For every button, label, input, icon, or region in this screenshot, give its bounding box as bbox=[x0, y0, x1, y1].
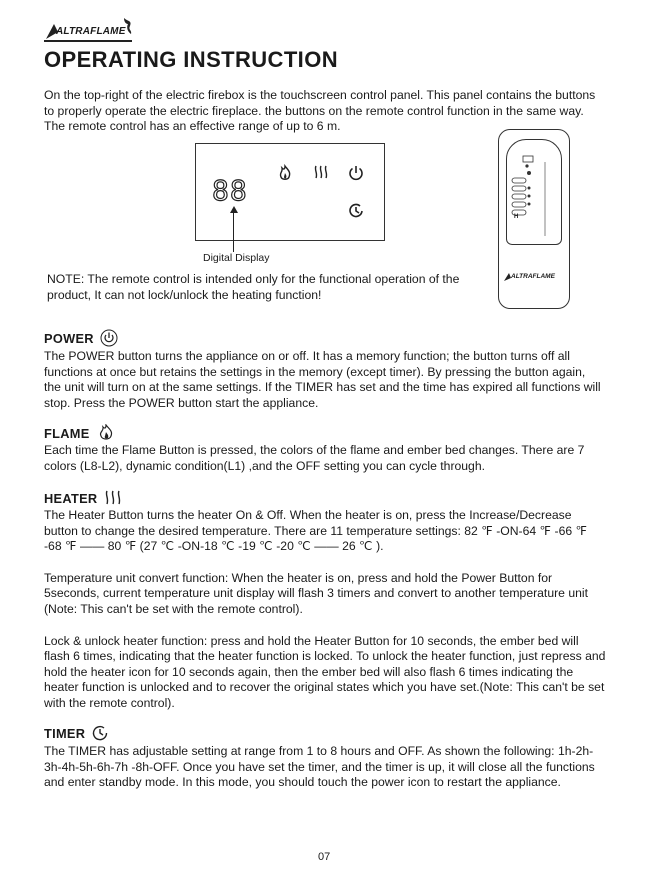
digital-display-caption: Digital Display bbox=[203, 252, 270, 264]
control-panel-diagram bbox=[195, 143, 385, 241]
intro-paragraph: On the top-right of the electric firebox is the touchscreen control panel. This panel contains the buttons to properly operate the electric fireplace. the buttons on the remote control function in the same way. The remote control has an effective range of up to 6 m. bbox=[44, 88, 596, 134]
power-icon bbox=[347, 164, 365, 182]
brand-logo bbox=[44, 14, 136, 42]
flame-body: Each time the Flame Button is pressed, the colors of the flame and ember bed changes. There are 7 colors (L8-L2), dynamic condition(L1) ,and the OFF setting you can cycle through. bbox=[44, 443, 585, 473]
note-paragraph: NOTE: The remote control is intended only for the functional operation of the product, It can not lock/unlock the heating function! bbox=[47, 272, 460, 302]
flame-icon bbox=[96, 424, 116, 442]
timer-body: The TIMER has adjustable setting at range from 1 to 8 hours and OFF. As shown the following: 1h-2h-3h-4h-5h-6h-7h -8h-OFF. Once you have set the timer, and the timer is up, it will close all the functions and enter standby mode. In this mode, you should touch the power icon to restart the appliance. bbox=[44, 744, 595, 790]
power-title: POWER bbox=[44, 330, 94, 346]
timer-icon bbox=[91, 724, 109, 742]
digital-display: 88 bbox=[212, 174, 248, 207]
heater-lock-function: Lock & unlock heater function: press and hold the Heater Button for 10 seconds, the ember bed will flash 6 times, indicating that the heater function is locked. To unlock the heater function, just repress and hold the heater icon for 10 seconds again, then the ember bed will also flash 6 times indicating the heater function is unlocked and to recover the original states which you have set.(Note: This can't be set with the remote control). bbox=[44, 633, 606, 710]
heater-icon bbox=[103, 489, 123, 507]
heater-unit-convert: Temperature unit convert function: When the heater is on, press and hold the Power Button for 5seconds, current temperature unit display will flash 3 timers and convert to another temperature unit (Note: This can't be set with the remote control). bbox=[44, 570, 588, 616]
power-icon bbox=[100, 329, 118, 347]
remote-label: H bbox=[514, 214, 519, 220]
heater-heading bbox=[44, 488, 614, 508]
remote-buttons bbox=[507, 140, 561, 244]
flame-title: FLAME bbox=[44, 425, 90, 441]
power-heading bbox=[44, 327, 614, 349]
remote-control bbox=[498, 129, 570, 309]
flame-heading bbox=[44, 423, 614, 443]
brand-logo-text: ALTRAFLAME bbox=[56, 26, 126, 37]
timer-title: TIMER bbox=[44, 725, 86, 741]
page-title: OPERATING INSTRUCTION bbox=[44, 47, 338, 72]
timer-section bbox=[44, 722, 614, 791]
power-body: The POWER button turns the appliance on or off. It has a memory function; the button turns off all functions at once but retains the settings in the memory (except timer). By pressing the button again, the unit will turn on at the same settings. If the TIMER has set and the time has expired all functions will stop. Press the POWER button start the appliance. bbox=[44, 349, 601, 410]
header-rule bbox=[44, 40, 132, 42]
power-section bbox=[44, 327, 614, 411]
flame-icon bbox=[276, 164, 294, 182]
remote-logo-text: ALTRAFLAME bbox=[511, 273, 555, 280]
heater-icon bbox=[312, 164, 330, 182]
timer-heading bbox=[44, 722, 614, 744]
page-number: 07 bbox=[318, 851, 331, 863]
heater-section bbox=[44, 488, 614, 712]
timer-icon bbox=[347, 202, 365, 220]
flame-section bbox=[44, 423, 614, 474]
heater-body: The Heater Button turns the heater On & Off. When the heater is on, press the Increase/Decrease button to change the desired temperature. There are 11 temperature settings: 82 ℉ -ON-64 ℉ -66 ℉ -68 ℉ —— 80 ℉ (27 ℃ -ON-18 ℃ -19 ℃ -20 ℃ —— 26 ℃ ). bbox=[44, 508, 588, 554]
display-pointer-arrow bbox=[230, 206, 238, 213]
heater-title: HEATER bbox=[44, 490, 98, 506]
display-pointer-line bbox=[233, 210, 234, 252]
